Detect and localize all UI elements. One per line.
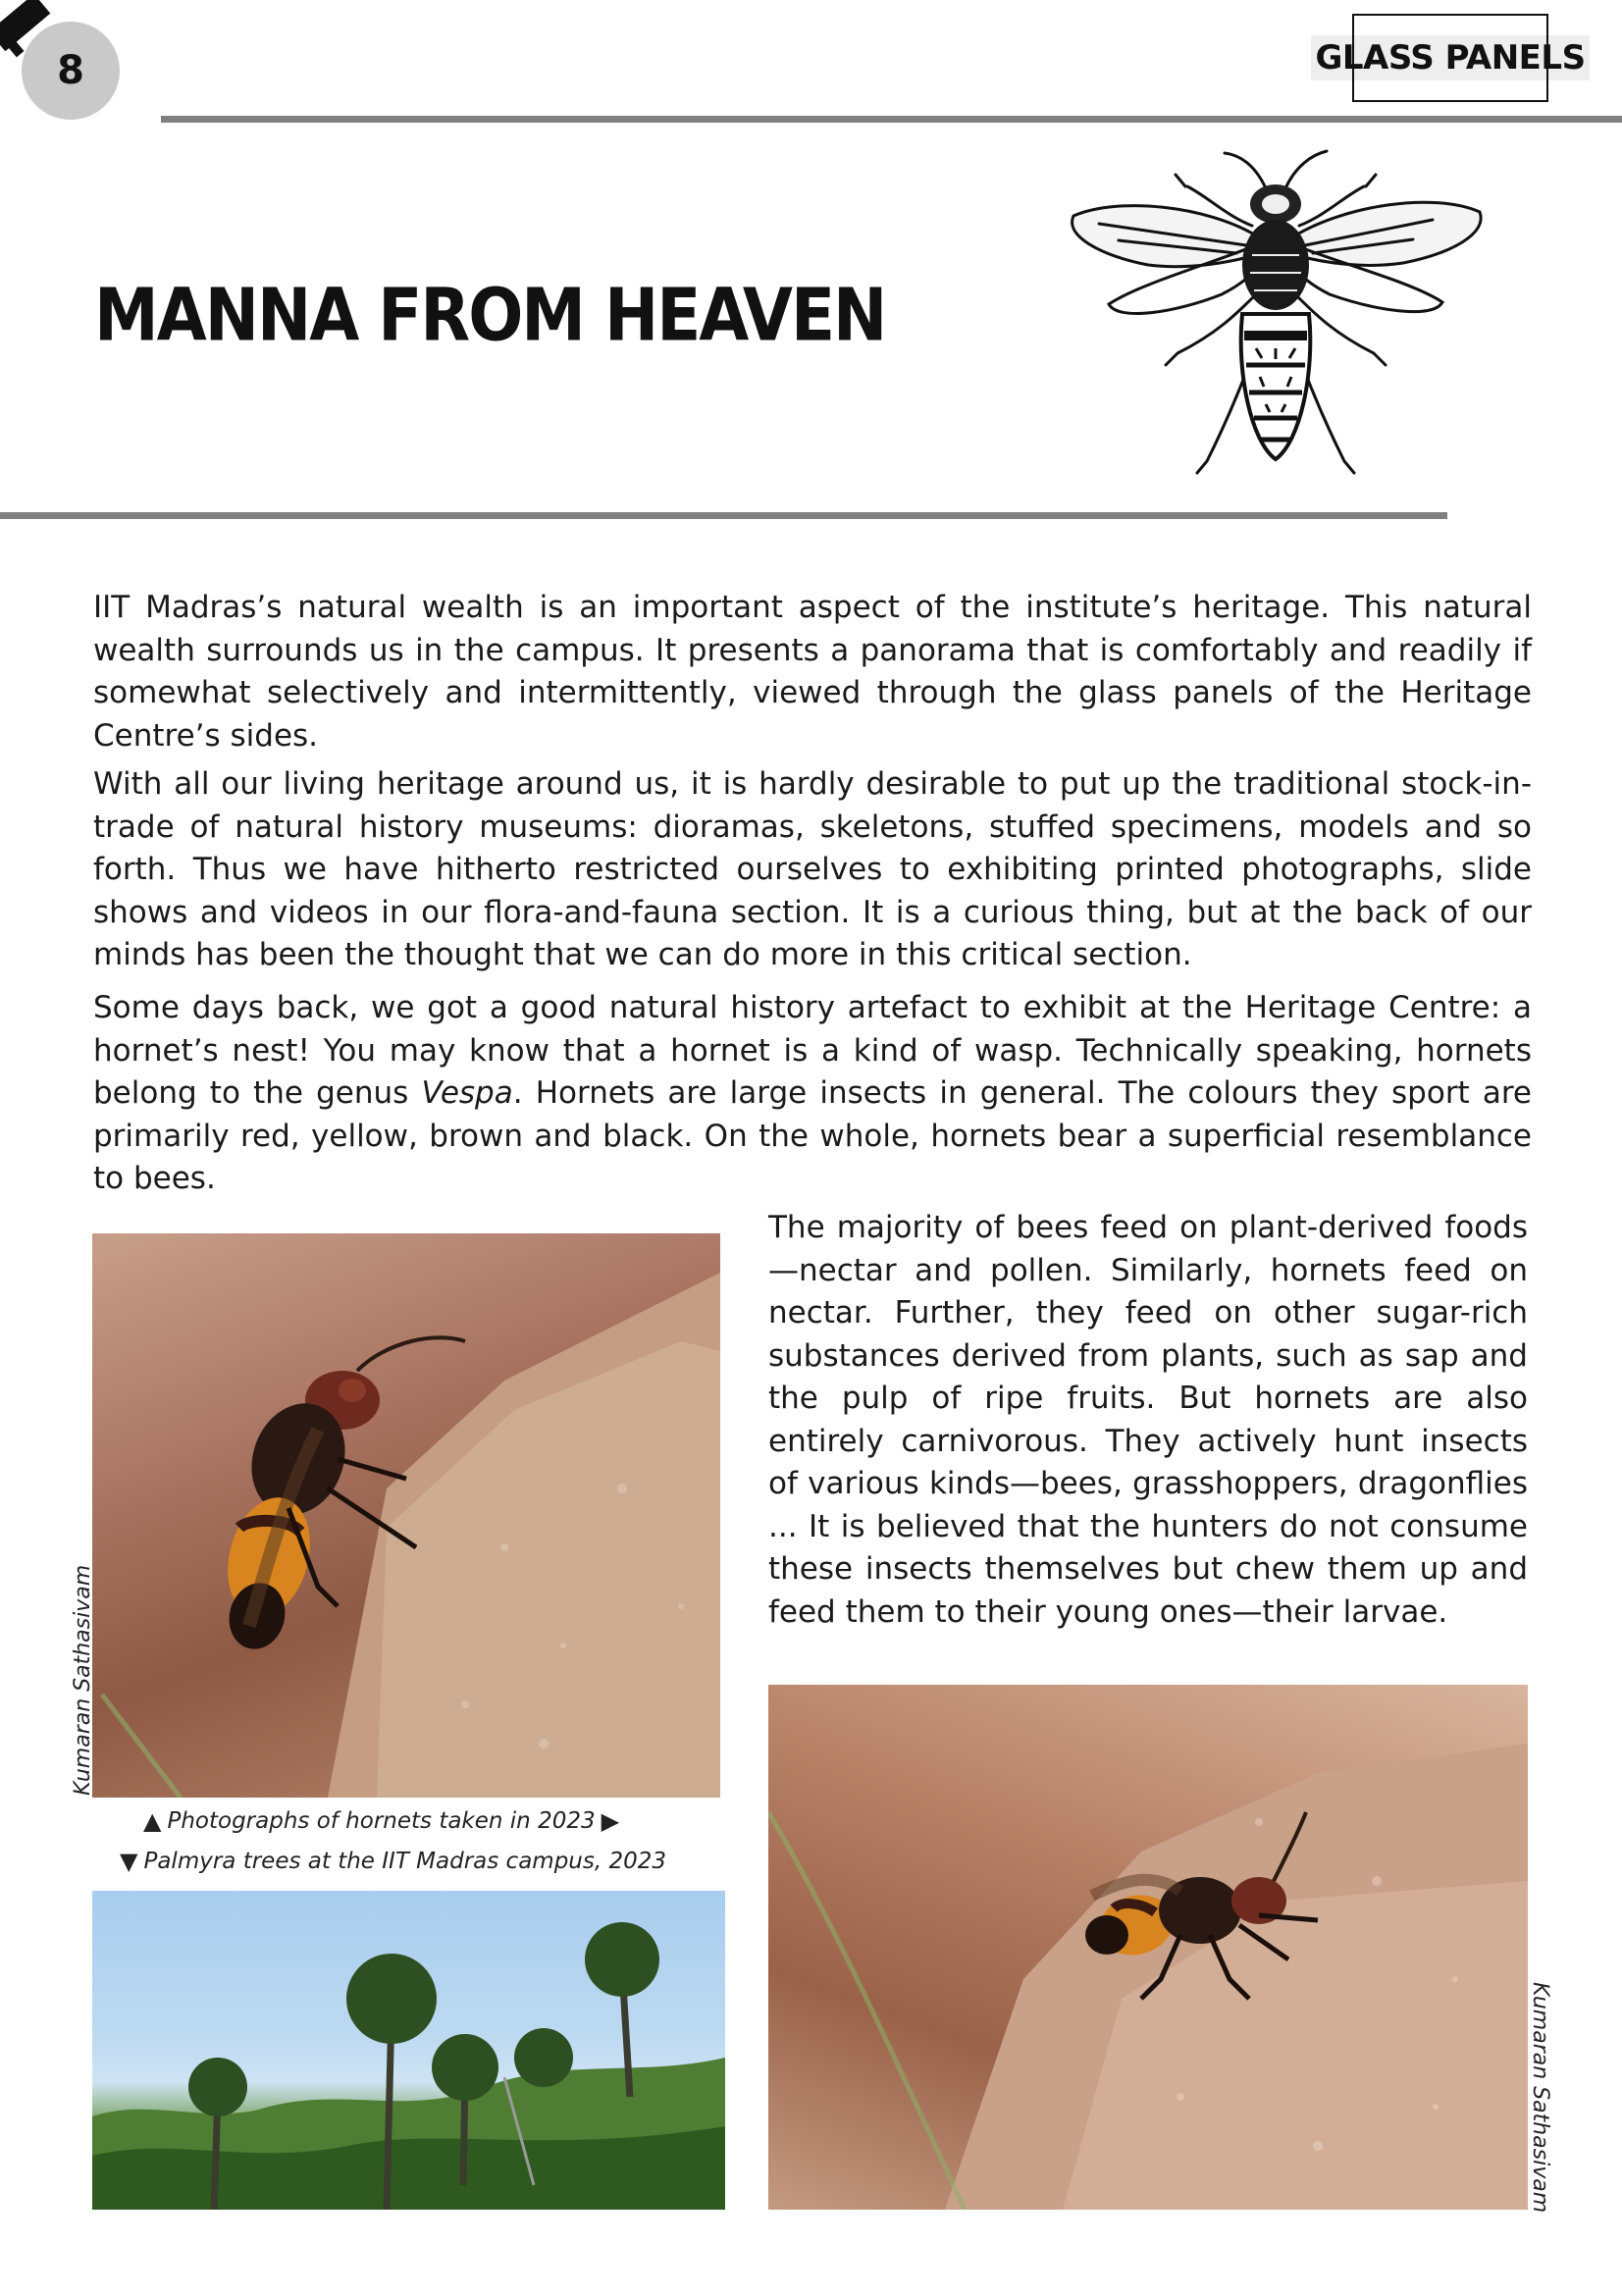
genus-name: Vespa [421,1075,513,1111]
page-title: MANNA FROM HEAVEN [94,273,886,358]
hornet-photo-right-art [768,1685,1528,2210]
section-tag: GLASS PANELS [1315,38,1586,78]
triangle-down-icon: ▼ [120,1848,138,1875]
palmyra-trees-photo [92,1891,725,2210]
hornet-photo-left-art [92,1233,720,1798]
caption-palmyra-text: Palmyra trees at the IIT Madras campus, 2023 [143,1849,667,1874]
hornet-photo-left [92,1233,720,1798]
page-number-badge: 8 [22,22,120,120]
paragraph-hornets-nest-part-1: Some days back, we got a good natural history artefact to exhibit at the Heritage Centre: a hornet’s nest! You may know that a hornet is a kind of wasp. Technically speaking, hornets belong to the genus [93,990,1532,1111]
photo-credit-left: Kumaran Sathasivam [71,1564,95,1796]
triangle-up-icon: ▲ [143,1807,162,1835]
header-rule-bottom [0,512,1447,519]
caption-hornets-text: Photographs of hornets taken in 2023 [167,1808,596,1834]
bee-illustration [1060,147,1491,486]
paragraph-hornets-nest-part-2: . Hornets are large insects in general. The colours they sport are primarily red, yellow, brown and black. On the whole, hornets bear a superficial resemblance to bees. [93,1075,1532,1196]
caption-palmyra [120,1848,666,1875]
paragraph-living-heritage: With all our living heritage around us, it is hardly desirable to put up the traditional stock-in-trade of natural history museums: dioramas, skeletons, stuffed specimens, models and so forth. Thus we have hitherto restricted ourselves to exhibiting printed photographs, slide shows and videos in our flora-and-fauna section. It is a curious thing, but at the back of our minds has been the thought that we can do more in this critical section. [93,766,1532,972]
photo-credit-right: Kumaran Sathasivam [1528,1982,1552,2214]
header-rule-top [161,116,1622,123]
triangle-right-icon: ▶ [601,1807,620,1835]
palmyra-trees-photo-art [92,1891,725,2210]
paragraph-intro: IIT Madras’s natural wealth is an important aspect of the institute’s heritage. This natural wealth surrounds us in the campus. It presents a panorama that is comfortably and readily if somewhat selectively and intermittently, viewed through the glass panels of the Heritage Centre’s sides. [93,590,1532,754]
hornet-photo-right [768,1685,1528,2210]
paragraph-hornet-diet: The majority of bees feed on plant-derived foods—nectar and pollen. Similarly, hornets feed on nectar. Further, they feed on other sugar-rich substances derived from plants, such as sap and the pulp of ripe fruits. But hornets are also entirely carnivorous. They actively hunt insects of various kinds—bees, grasshoppers, dragonflies ... It is believed that the hunters do not consume these insects themselves but chew them up and feed them to their young ones—their larvae. [768,1210,1528,1630]
paragraph-hornets-nest [93,987,1532,1201]
caption-hornets [143,1807,619,1835]
